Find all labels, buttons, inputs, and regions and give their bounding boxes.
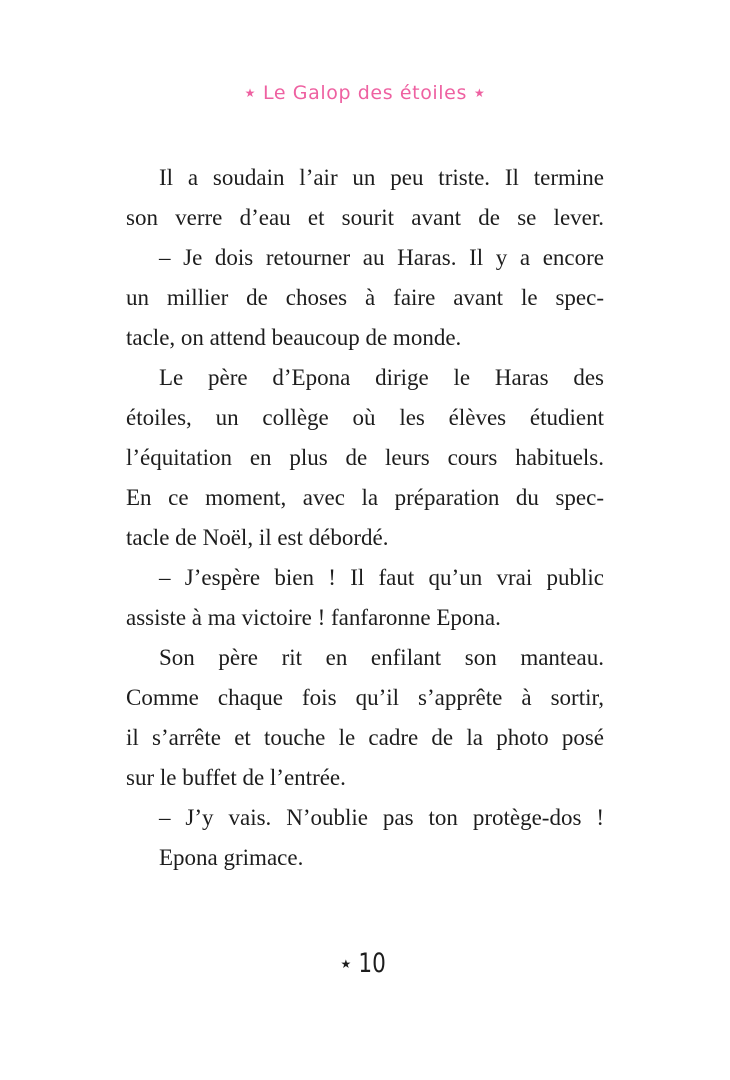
text-line: Le père d’Epona dirige le Haras des [159, 365, 604, 390]
star-icon: ★ [473, 86, 486, 100]
running-header [0, 82, 730, 104]
text-line: un millier de choses à faire avant le spec- [126, 285, 604, 310]
paragraph [126, 638, 604, 798]
text-line: Epona grimace. [159, 845, 304, 870]
star-icon: ★ [340, 957, 352, 971]
text-line: il s’arrête et touche le cadre de la photo posé [126, 725, 604, 750]
text-line: tacle de Noël, il est débordé. [126, 525, 389, 550]
text-line: son verre d’eau et sourit avant de se lever. [126, 205, 604, 230]
page-footer [0, 948, 730, 979]
text-line: Son père rit en enfilant son manteau. [159, 645, 604, 670]
text-line: Il a soudain l’air un peu triste. Il termine [159, 165, 604, 190]
paragraph [126, 358, 604, 558]
text-line: tacle, on attend beaucoup de monde. [126, 325, 462, 350]
text-line: – J’espère bien ! Il faut qu’un vrai public [159, 565, 604, 590]
text-line: assiste à ma victoire ! fanfaronne Epona. [126, 605, 501, 630]
paragraph [126, 798, 604, 838]
text-line: étoiles, un collège où les élèves étudient [126, 405, 604, 430]
text-line: – Je dois retourner au Haras. Il y a encore [159, 245, 604, 270]
star-icon: ★ [244, 86, 257, 100]
text-line: – J’y vais. N’oublie pas ton protège-dos ! [159, 805, 604, 830]
paragraph [126, 238, 604, 358]
paragraph [126, 158, 604, 238]
text-line: l’équitation en plus de leurs cours habituels. [126, 445, 604, 470]
body-text-block [126, 158, 604, 878]
paragraph [126, 838, 604, 878]
text-line: sur le buffet de l’entrée. [126, 765, 346, 790]
text-line: En ce moment, avec la préparation du spec- [126, 485, 604, 510]
page-number: 10 [358, 948, 387, 979]
paragraph [126, 558, 604, 638]
page-header-title: Le Galop des étoiles [263, 82, 467, 104]
text-line: Comme chaque fois qu’il s’apprête à sortir, [126, 685, 604, 710]
